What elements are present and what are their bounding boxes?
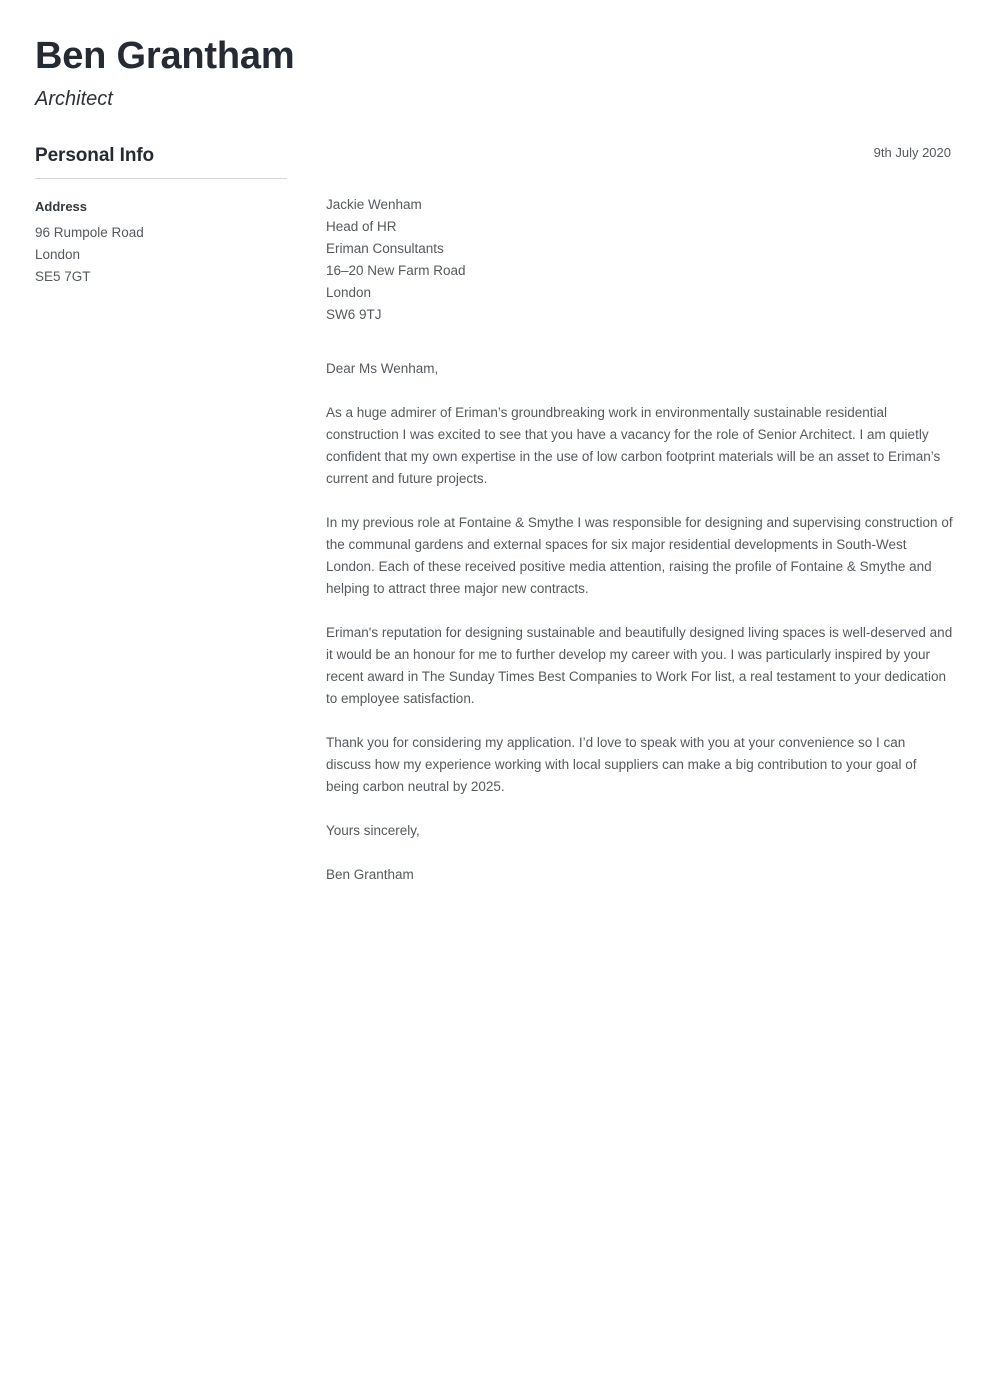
- recipient-line: 16–20 New Farm Road: [326, 262, 466, 278]
- address-line: London: [35, 246, 81, 262]
- letter-header: [35, 35, 953, 111]
- letter-paragraph: As a huge admirer of Eriman’s groundbreaking work in environmentally sustainable residential construction I was excited to see that you have a vacancy for the role of Senior Architect. I am quietly confident that my own expertise in the use of low carbon footprint materials will be an asset to Eriman’s current and future projects.: [326, 404, 941, 486]
- recipient-line: Jackie Wenham: [326, 196, 422, 212]
- recipient-line: London: [326, 284, 372, 300]
- letter-paragraph: In my previous role at Fontaine & Smythe I was responsible for designing and supervising construction of the communal gardens and external spaces for six major residential developments in South-West London. Each of these received positive media attention, raising the profile of Fontaine & Smythe and helping to attract three major new contracts.: [326, 514, 953, 596]
- address-line: SE5 7GT: [35, 268, 91, 284]
- letter-closing: Yours sincerely,: [326, 822, 420, 838]
- address-block: [35, 197, 287, 287]
- letter-date: 9th July 2020: [873, 144, 951, 160]
- letter-body-columns: [35, 145, 953, 886]
- letter-paragraph: Thank you for considering my application. I’d love to speak with you at your convenience so I can discuss how my experience working with local suppliers can make a big contribution to your goal of being carbon neutral by 2025.: [326, 734, 917, 794]
- recipient-line: Head of HR: [326, 218, 397, 234]
- recipient-line: SW6 9TJ: [326, 306, 382, 322]
- recipient-address-block: [326, 194, 953, 326]
- address-line: 96 Rumpole Road: [35, 224, 144, 240]
- candidate-job-title: Architect: [35, 87, 113, 110]
- sidebar-personal-info: [35, 145, 307, 288]
- letter-signature-name: Ben Grantham: [326, 866, 414, 882]
- letter-salutation: Dear Ms Wenham,: [326, 360, 439, 376]
- personal-info-heading: Personal Info: [35, 144, 155, 166]
- candidate-name: Ben Grantham: [35, 35, 295, 77]
- letter-paragraph: Eriman's reputation for designing sustainable and beautifully designed living spaces is well-deserved and it would be an honour for me to further develop my career with you. I was particularly inspired by your recent award in The Sunday Times Best Companies to Work For list, a real testament to your dedication to employee satisfaction.: [326, 624, 953, 706]
- section-divider: [35, 178, 287, 179]
- recipient-line: Eriman Consultants: [326, 240, 444, 256]
- address-label: Address: [35, 199, 88, 215]
- letter-content: [307, 145, 953, 886]
